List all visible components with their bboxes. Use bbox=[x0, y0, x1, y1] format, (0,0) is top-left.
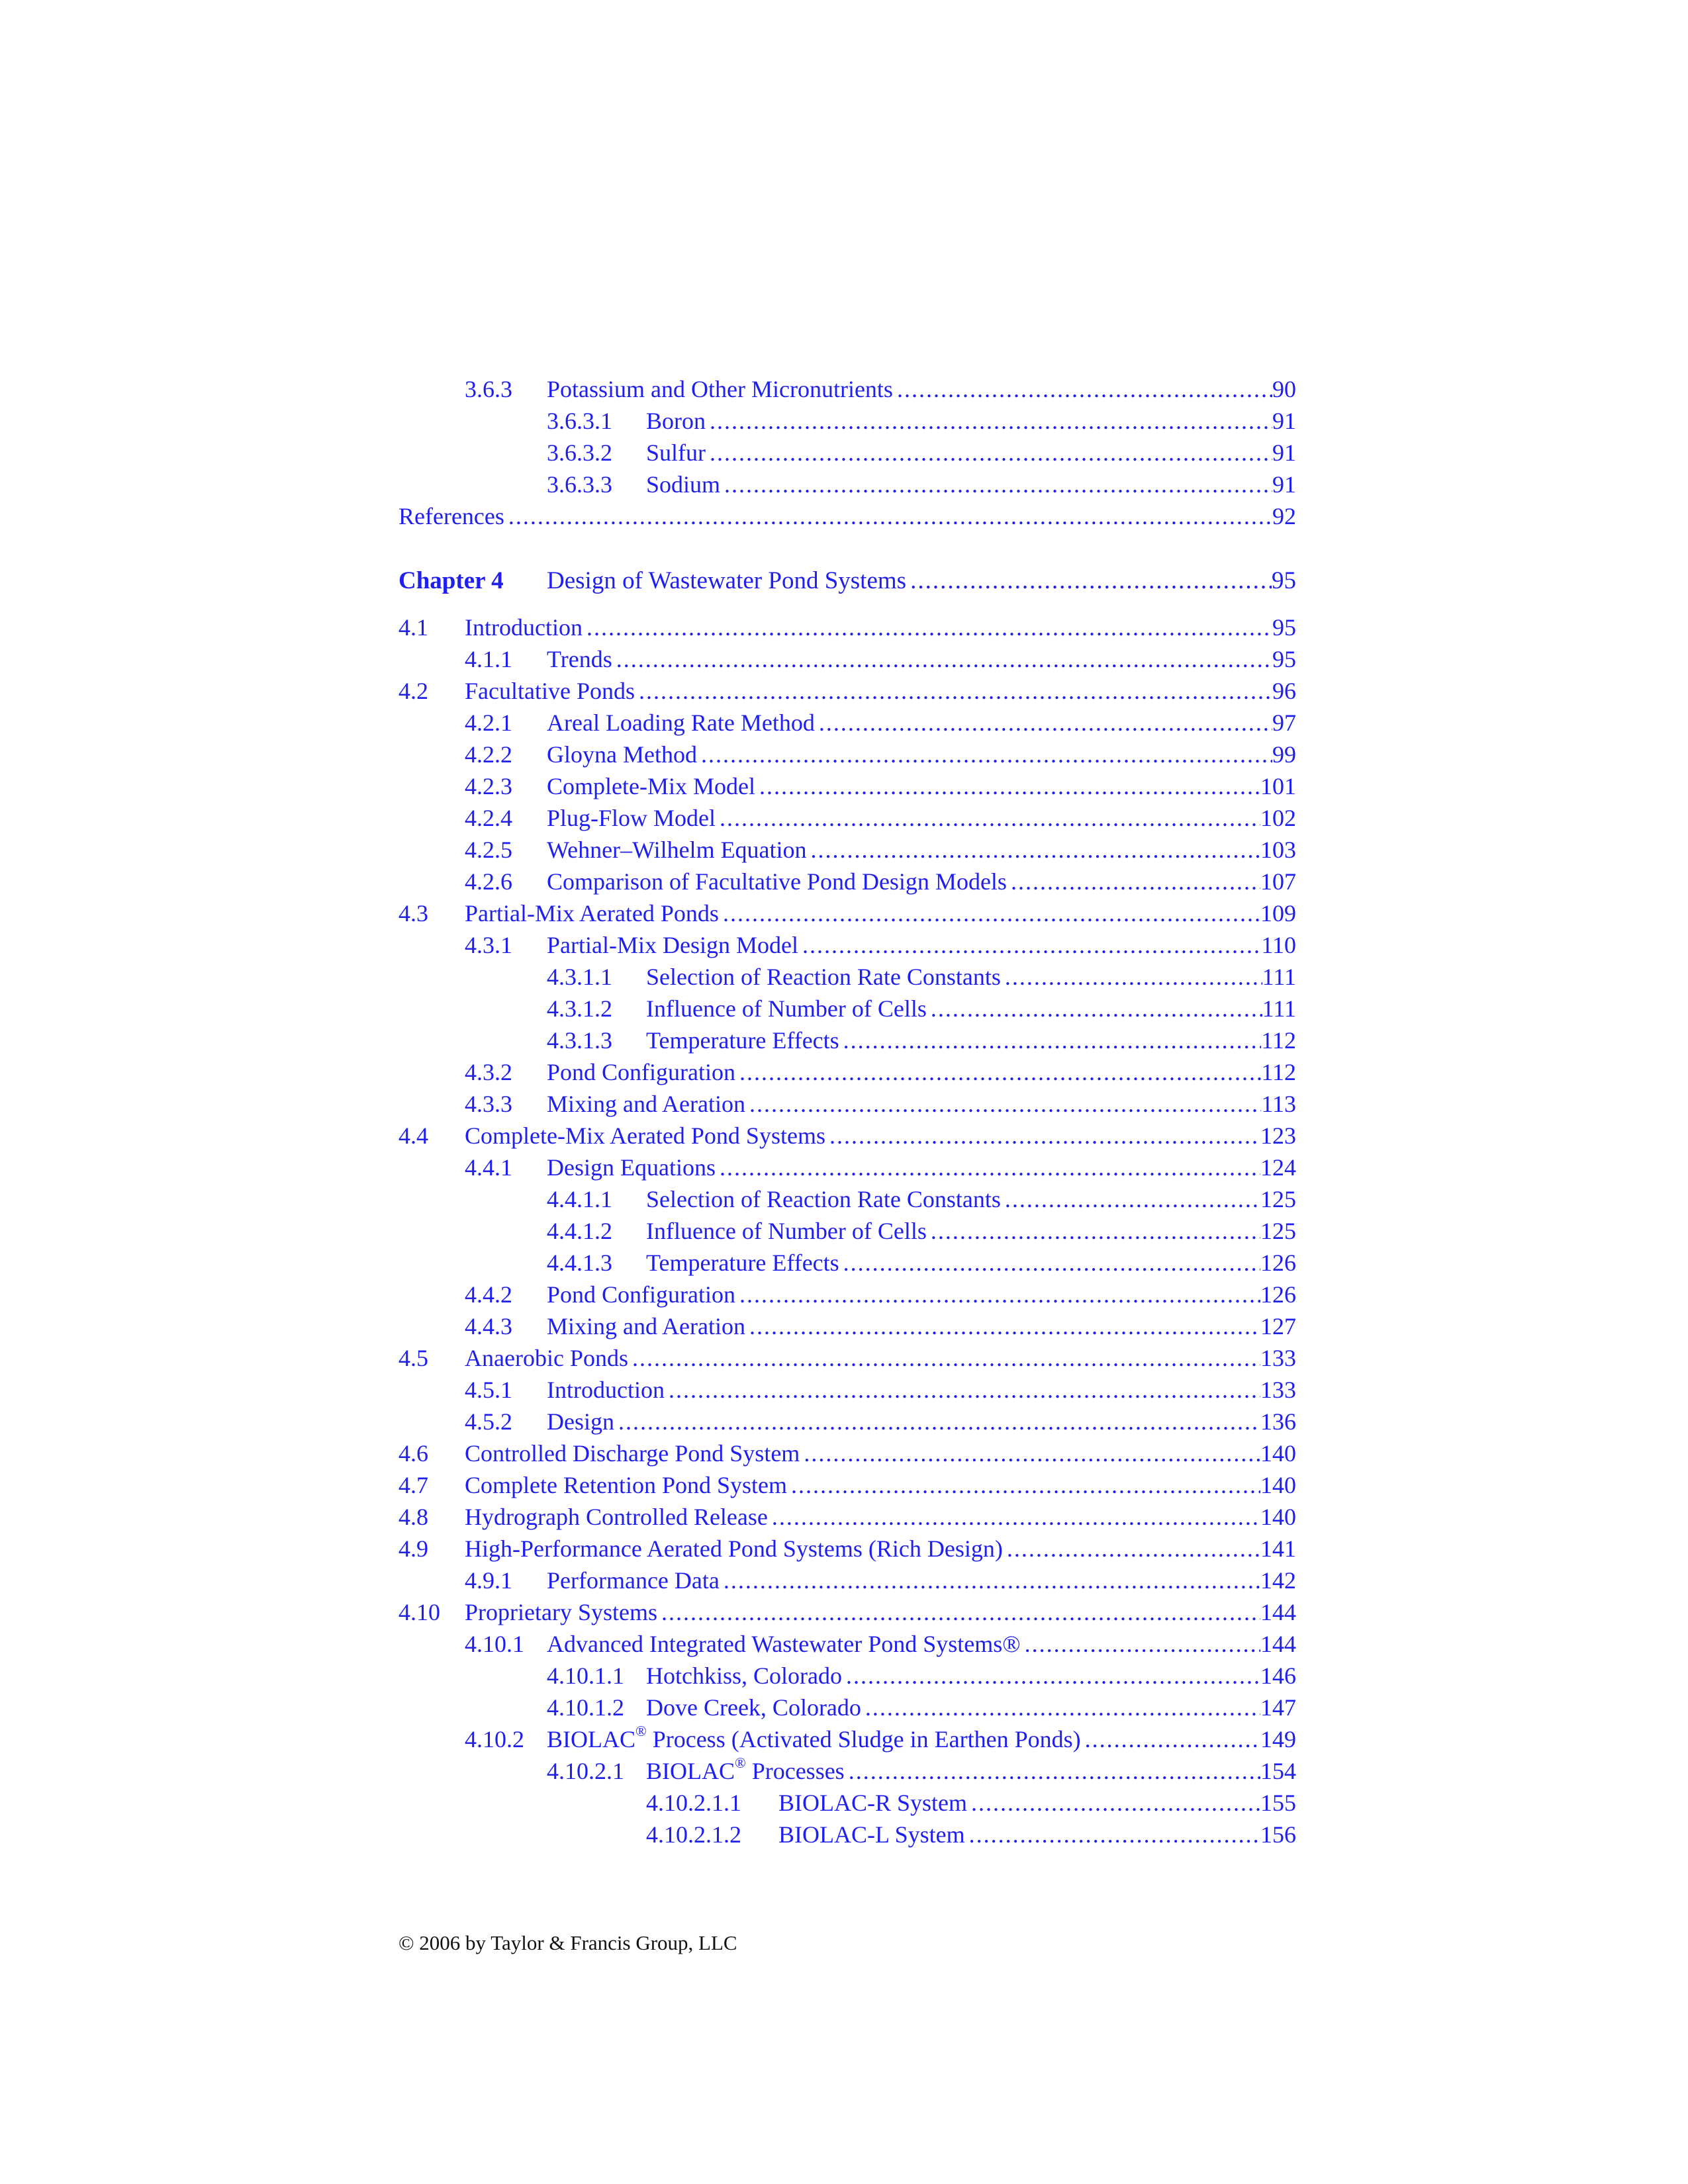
toc-entry[interactable] bbox=[399, 1533, 1296, 1565]
toc-references-entry[interactable] bbox=[399, 500, 1296, 532]
toc-page-number: 113 bbox=[1261, 1091, 1296, 1117]
toc-section-title: Sulfur bbox=[646, 439, 706, 466]
toc-page-number: 96 bbox=[1272, 678, 1296, 704]
toc-section-number: Chapter 4 bbox=[399, 567, 504, 594]
toc-page-number: 140 bbox=[1260, 1440, 1296, 1467]
toc-section-title bbox=[547, 1723, 1085, 1755]
dot-leader bbox=[804, 1437, 1260, 1469]
toc-section-number: 4.4 bbox=[399, 1122, 428, 1149]
toc-section-title: Influence of Number of Cells bbox=[646, 995, 927, 1022]
dot-leader bbox=[669, 1374, 1260, 1406]
toc-page-number: 154 bbox=[1260, 1758, 1296, 1784]
toc-page-number: 91 bbox=[1272, 408, 1296, 434]
toc-page-number: 103 bbox=[1260, 837, 1296, 863]
toc-entry[interactable] bbox=[399, 1437, 1296, 1469]
dot-leader bbox=[931, 993, 1262, 1024]
toc-section-title: Sodium bbox=[646, 471, 721, 498]
toc-section-number: 4.10.2 bbox=[465, 1726, 524, 1752]
toc-section-number: 4.9.1 bbox=[465, 1567, 512, 1594]
toc-page-number: 101 bbox=[1260, 773, 1296, 799]
toc-section-title: Mixing and Aeration bbox=[547, 1091, 745, 1117]
toc-page-number: 140 bbox=[1260, 1504, 1296, 1530]
toc-section-title: BIOLAC-R System bbox=[778, 1790, 968, 1816]
toc-section-number: 4.3.2 bbox=[465, 1059, 512, 1085]
toc-section-title: Temperature Effects bbox=[646, 1027, 839, 1054]
toc-entry[interactable] bbox=[399, 1596, 1296, 1628]
dot-leader bbox=[969, 1819, 1260, 1850]
toc-section-number: 4.8 bbox=[399, 1504, 428, 1530]
dot-leader bbox=[971, 1787, 1260, 1819]
toc-section-number: 4.3.1.3 bbox=[547, 1027, 612, 1054]
toc-section-title: Complete Retention Pond System bbox=[465, 1472, 787, 1498]
toc-entry[interactable] bbox=[399, 675, 1296, 707]
toc-entry[interactable] bbox=[399, 1024, 1296, 1056]
toc-section-title: Mixing and Aeration bbox=[547, 1313, 745, 1340]
toc-section-number: 4.10.2.1 bbox=[547, 1758, 624, 1784]
toc-section-number: 4.2.3 bbox=[465, 773, 512, 799]
toc-section-number: 4.5.2 bbox=[465, 1408, 512, 1435]
toc-section-title: Introduction bbox=[465, 614, 583, 641]
dot-leader bbox=[720, 802, 1260, 834]
dot-leader bbox=[846, 1660, 1260, 1692]
toc-entry[interactable] bbox=[399, 1183, 1296, 1215]
dot-leader bbox=[618, 1406, 1260, 1437]
dot-leader bbox=[508, 500, 1272, 532]
toc-page-number: 111 bbox=[1262, 964, 1296, 990]
dot-leader bbox=[910, 565, 1272, 597]
dot-leader bbox=[739, 1056, 1261, 1088]
dot-leader bbox=[931, 1215, 1260, 1247]
toc-section-number: 4.4.1 bbox=[465, 1154, 512, 1181]
toc-section-title: High-Performance Aerated Pond Systems (Rich Design) bbox=[465, 1535, 1003, 1562]
dot-leader bbox=[586, 612, 1272, 643]
toc-section-title: Introduction bbox=[547, 1377, 665, 1403]
toc-page-number: 127 bbox=[1260, 1313, 1296, 1340]
dot-leader bbox=[749, 1088, 1261, 1120]
toc-page-number: 140 bbox=[1260, 1472, 1296, 1498]
toc-entry[interactable] bbox=[399, 1247, 1296, 1279]
toc-section-title: Selection of Reaction Rate Constants bbox=[646, 964, 1001, 990]
toc-entry[interactable] bbox=[399, 405, 1296, 437]
toc-title-text: BIOLAC bbox=[646, 1758, 735, 1784]
toc-page-number: 133 bbox=[1260, 1345, 1296, 1371]
toc-title-text: BIOLAC bbox=[547, 1726, 635, 1752]
toc-entry[interactable] bbox=[399, 1755, 1296, 1787]
toc-section-title: Pond Configuration bbox=[547, 1281, 735, 1308]
toc-page-number: 112 bbox=[1261, 1059, 1296, 1085]
dot-leader bbox=[639, 675, 1272, 707]
toc-page-number: 156 bbox=[1260, 1821, 1296, 1848]
toc-page-number: 95 bbox=[1272, 567, 1296, 594]
toc-entry[interactable] bbox=[399, 1406, 1296, 1437]
toc-section-title: Selection of Reaction Rate Constants bbox=[646, 1186, 1001, 1212]
toc-page-number: 91 bbox=[1272, 439, 1296, 466]
toc-entry[interactable] bbox=[399, 961, 1296, 993]
toc-section-title: Gloyna Method bbox=[547, 741, 697, 768]
toc-section-number: 4.10 bbox=[399, 1599, 440, 1625]
dot-leader bbox=[759, 770, 1260, 802]
toc-page-number: 133 bbox=[1260, 1377, 1296, 1403]
toc-section-number: 4.10.1 bbox=[465, 1631, 524, 1657]
toc-entry[interactable] bbox=[399, 643, 1296, 675]
toc-section-title: Areal Loading Rate Method bbox=[547, 709, 815, 736]
toc-section-number: 4.1.1 bbox=[465, 646, 512, 672]
toc-section-number: 3.6.3 bbox=[465, 376, 512, 402]
dot-leader bbox=[632, 1342, 1260, 1374]
toc-section-title: Wehner–Wilhelm Equation bbox=[547, 837, 807, 863]
dot-leader bbox=[772, 1501, 1260, 1533]
dot-leader bbox=[811, 834, 1260, 866]
toc-page-number: 92 bbox=[1272, 503, 1296, 529]
toc-section-title: Dove Creek, Colorado bbox=[646, 1694, 861, 1721]
toc-section-number: 4.3.1.1 bbox=[547, 964, 612, 990]
toc-section-title: Pond Configuration bbox=[547, 1059, 735, 1085]
toc-entry[interactable] bbox=[399, 1787, 1296, 1819]
toc-section-title: Partial-Mix Design Model bbox=[547, 932, 798, 958]
toc-chapter-heading[interactable] bbox=[399, 565, 1296, 597]
toc-section-number: 3.6.3.2 bbox=[547, 439, 612, 466]
toc-page-number: 109 bbox=[1260, 900, 1296, 927]
toc-entry[interactable] bbox=[399, 1660, 1296, 1692]
toc-section-number: 4.1 bbox=[399, 614, 428, 641]
dot-leader bbox=[1025, 1628, 1260, 1660]
toc-entry[interactable] bbox=[399, 612, 1296, 643]
toc-section-title: Temperature Effects bbox=[646, 1250, 839, 1276]
toc-entry[interactable] bbox=[399, 1310, 1296, 1342]
toc-entry[interactable] bbox=[399, 1342, 1296, 1374]
toc-section-title: Facultative Ponds bbox=[465, 678, 635, 704]
toc-entry[interactable] bbox=[399, 1565, 1296, 1596]
dot-leader bbox=[897, 373, 1272, 405]
toc-page-number: 141 bbox=[1260, 1535, 1296, 1562]
dot-leader bbox=[616, 643, 1272, 675]
toc-section-title: Hydrograph Controlled Release bbox=[465, 1504, 768, 1530]
toc-section-number: 4.10.2.1.1 bbox=[646, 1790, 741, 1816]
toc-page-number: 136 bbox=[1260, 1408, 1296, 1435]
toc-entry[interactable] bbox=[399, 770, 1296, 802]
toc-section-number: 4.4.1.3 bbox=[547, 1250, 612, 1276]
dot-leader bbox=[843, 1024, 1262, 1056]
toc-section-title: Trends bbox=[547, 646, 612, 672]
toc-page-number: 111 bbox=[1262, 995, 1296, 1022]
toc-entry[interactable] bbox=[399, 707, 1296, 739]
toc-section-number: 4.5.1 bbox=[465, 1377, 512, 1403]
toc-section-number: 4.2.2 bbox=[465, 741, 512, 768]
toc-page-number: 124 bbox=[1260, 1154, 1296, 1181]
toc-section-number: 4.10.1.2 bbox=[547, 1694, 624, 1721]
toc-section-title: Design bbox=[547, 1408, 614, 1435]
toc-title-text-rest: Process (Activated Sludge in Earthen Ponds) bbox=[646, 1726, 1081, 1752]
toc-page-number: 107 bbox=[1260, 868, 1296, 895]
toc-section-number: 4.6 bbox=[399, 1440, 428, 1467]
toc-page-number: 147 bbox=[1260, 1694, 1296, 1721]
toc-section-title: Proprietary Systems bbox=[465, 1599, 657, 1625]
toc-section-number: 4.3.3 bbox=[465, 1091, 512, 1117]
toc-section-number: 4.4.1.1 bbox=[547, 1186, 612, 1212]
toc-entry[interactable] bbox=[399, 834, 1296, 866]
toc-page-number: 123 bbox=[1260, 1122, 1296, 1149]
dot-leader bbox=[710, 405, 1272, 437]
toc-entry[interactable] bbox=[399, 1056, 1296, 1088]
toc-section-title: Influence of Number of Cells bbox=[646, 1218, 927, 1244]
dot-leader bbox=[791, 1469, 1260, 1501]
toc-section-number: 4.4.3 bbox=[465, 1313, 512, 1340]
toc-section-number: 4.9 bbox=[399, 1535, 428, 1562]
toc-section-number: 4.3 bbox=[399, 900, 428, 927]
toc-section-title: Boron bbox=[646, 408, 706, 434]
toc-entry[interactable] bbox=[399, 802, 1296, 834]
toc-entry[interactable] bbox=[399, 1692, 1296, 1723]
registered-mark: ® bbox=[635, 1723, 647, 1739]
toc-entry[interactable] bbox=[399, 1501, 1296, 1533]
dot-leader bbox=[661, 1596, 1260, 1628]
toc-entry[interactable] bbox=[399, 739, 1296, 770]
toc-entry[interactable] bbox=[399, 993, 1296, 1024]
toc-entry[interactable] bbox=[399, 897, 1296, 929]
toc-section-title bbox=[646, 1755, 849, 1787]
toc-section-number: 4.2.5 bbox=[465, 837, 512, 863]
toc-page-number: 112 bbox=[1261, 1027, 1296, 1054]
toc-section-title: Performance Data bbox=[547, 1567, 720, 1594]
toc-page-number: 146 bbox=[1260, 1662, 1296, 1689]
dot-leader bbox=[802, 929, 1261, 961]
toc-entry[interactable] bbox=[399, 1152, 1296, 1183]
table-of-contents bbox=[399, 373, 1296, 1850]
toc-section-title: Controlled Discharge Pond System bbox=[465, 1440, 800, 1467]
toc-page-number: 95 bbox=[1272, 646, 1296, 672]
toc-entry[interactable] bbox=[399, 1374, 1296, 1406]
toc-section-number: 4.2 bbox=[399, 678, 428, 704]
toc-page-number: 149 bbox=[1260, 1726, 1296, 1752]
toc-page-number: 144 bbox=[1260, 1631, 1296, 1657]
dot-leader bbox=[849, 1755, 1260, 1787]
toc-section-title: Design of Wastewater Pond Systems bbox=[547, 567, 907, 594]
toc-page-number: 144 bbox=[1260, 1599, 1296, 1625]
toc-entry[interactable] bbox=[399, 1088, 1296, 1120]
dot-leader bbox=[865, 1692, 1260, 1723]
toc-section-number: 3.6.3.1 bbox=[547, 408, 612, 434]
toc-section-title: Advanced Integrated Wastewater Pond Systems® bbox=[547, 1631, 1021, 1657]
toc-section-title: Complete-Mix Aerated Pond Systems bbox=[465, 1122, 825, 1149]
dot-leader bbox=[724, 469, 1272, 500]
toc-section-number: 4.3.1 bbox=[465, 932, 512, 958]
toc-section-number: 4.3.1.2 bbox=[547, 995, 612, 1022]
toc-section-number: 4.2.1 bbox=[465, 709, 512, 736]
dot-leader bbox=[829, 1120, 1260, 1152]
dot-leader bbox=[1005, 961, 1262, 993]
toc-page-number: 142 bbox=[1260, 1567, 1296, 1594]
toc-page-number: 126 bbox=[1260, 1250, 1296, 1276]
toc-entry[interactable] bbox=[399, 1215, 1296, 1247]
toc-section-title: References bbox=[399, 503, 504, 529]
toc-page-number: 126 bbox=[1260, 1281, 1296, 1308]
dot-leader bbox=[749, 1310, 1260, 1342]
toc-entry[interactable] bbox=[399, 929, 1296, 961]
dot-leader bbox=[1005, 1183, 1260, 1215]
toc-entry[interactable] bbox=[399, 1628, 1296, 1660]
dot-leader bbox=[723, 897, 1260, 929]
toc-entry[interactable] bbox=[399, 866, 1296, 897]
toc-page-number: 125 bbox=[1260, 1186, 1296, 1212]
dot-leader bbox=[1085, 1723, 1260, 1755]
toc-page-number: 90 bbox=[1272, 376, 1296, 402]
toc-page-number: 155 bbox=[1260, 1790, 1296, 1816]
toc-page-number: 125 bbox=[1260, 1218, 1296, 1244]
toc-entry[interactable] bbox=[399, 1819, 1296, 1850]
toc-entry[interactable] bbox=[399, 469, 1296, 500]
registered-mark: ® bbox=[735, 1754, 746, 1771]
toc-entry[interactable] bbox=[399, 1723, 1296, 1755]
toc-entry[interactable] bbox=[399, 373, 1296, 405]
toc-section-title: Complete-Mix Model bbox=[547, 773, 755, 799]
toc-section-title: BIOLAC-L System bbox=[778, 1821, 965, 1848]
dot-leader bbox=[701, 739, 1272, 770]
toc-section-number: 4.4.1.2 bbox=[547, 1218, 612, 1244]
dot-leader bbox=[843, 1247, 1260, 1279]
toc-section-number: 4.5 bbox=[399, 1345, 428, 1371]
dot-leader bbox=[739, 1279, 1260, 1310]
toc-entry[interactable] bbox=[399, 1469, 1296, 1501]
dot-leader bbox=[724, 1565, 1260, 1596]
copyright-footer: © 2006 by Taylor & Francis Group, LLC bbox=[399, 1931, 737, 1954]
toc-entry[interactable] bbox=[399, 1279, 1296, 1310]
toc-entry[interactable] bbox=[399, 437, 1296, 469]
toc-section-title: Potassium and Other Micronutrients bbox=[547, 376, 893, 402]
dot-leader bbox=[710, 437, 1272, 469]
toc-page-number: 102 bbox=[1260, 805, 1296, 831]
dot-leader bbox=[1011, 866, 1260, 897]
toc-page-number: 97 bbox=[1272, 709, 1296, 736]
toc-section-title: Hotchkiss, Colorado bbox=[646, 1662, 842, 1689]
toc-title-text-rest: Processes bbox=[745, 1758, 845, 1784]
toc-entry[interactable] bbox=[399, 1120, 1296, 1152]
dot-leader bbox=[1007, 1533, 1260, 1565]
dot-leader bbox=[720, 1152, 1260, 1183]
toc-section-title: Partial-Mix Aerated Ponds bbox=[465, 900, 719, 927]
toc-section-number: 4.2.6 bbox=[465, 868, 512, 895]
toc-section-number: 4.7 bbox=[399, 1472, 428, 1498]
toc-page-number: 110 bbox=[1261, 932, 1296, 958]
toc-section-title: Comparison of Facultative Pond Design Models bbox=[547, 868, 1007, 895]
toc-page-number: 99 bbox=[1272, 741, 1296, 768]
toc-page-number: 91 bbox=[1272, 471, 1296, 498]
dot-leader bbox=[819, 707, 1272, 739]
toc-section-number: 3.6.3.3 bbox=[547, 471, 612, 498]
toc-section-title: Design Equations bbox=[547, 1154, 716, 1181]
toc-section-number: 4.2.4 bbox=[465, 805, 512, 831]
toc-section-title: Plug-Flow Model bbox=[547, 805, 716, 831]
toc-section-title: Anaerobic Ponds bbox=[465, 1345, 628, 1371]
toc-section-number: 4.10.1.1 bbox=[547, 1662, 624, 1689]
toc-page-number: 95 bbox=[1272, 614, 1296, 641]
toc-section-number: 4.10.2.1.2 bbox=[646, 1821, 741, 1848]
toc-section-number: 4.4.2 bbox=[465, 1281, 512, 1308]
